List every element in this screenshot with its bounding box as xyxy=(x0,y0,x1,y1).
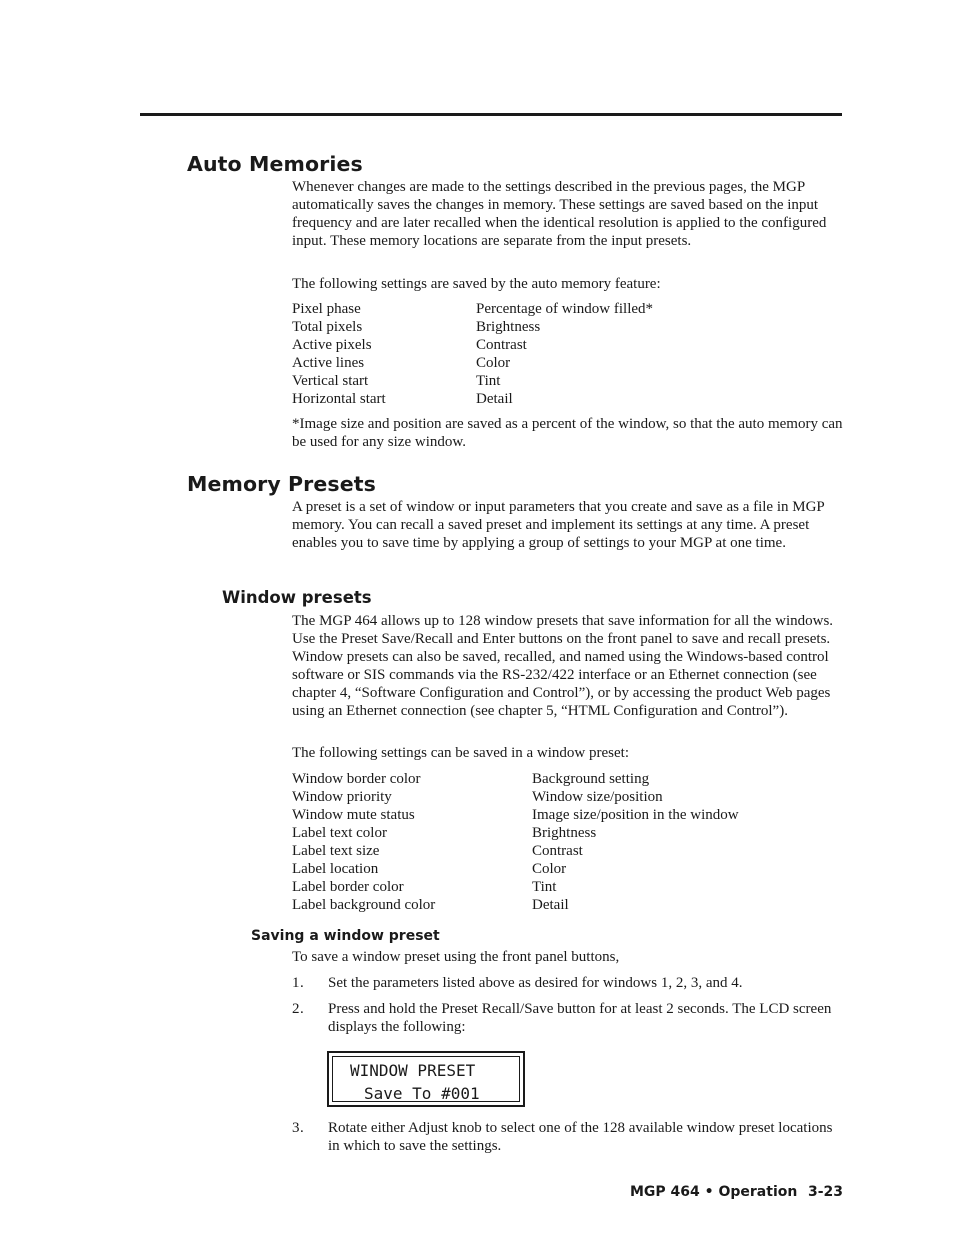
lcd-line-1: WINDOW PRESET xyxy=(350,1061,476,1080)
settings-list-item: Contrast xyxy=(532,843,583,859)
auto-memories-list-intro: The following settings are saved by the auto memory feature: xyxy=(292,276,661,292)
settings-list-item: Percentage of window filled* xyxy=(476,301,654,317)
auto-memories-settings-col2 xyxy=(476,300,653,408)
window-presets-intro: The MGP 464 allows up to 128 window presets that save information for all the windows. Use the Preset Save/Recall and Enter buttons on the front panel to save and recall presets. Window presets can also be saved, recalled, and named using the Windows-based control software or SIS commands via the RS-232/422 interface or an Ethernet connection (see chapter 4, “Software Configuration and Control”), or by accessing the product Web pages using an Ethernet connection (see chapter 5, “HTML Configuration and Control”). xyxy=(292,613,834,719)
settings-list-item: Window mute status xyxy=(292,807,415,823)
settings-list-item: Label text color xyxy=(292,825,387,841)
footer-label: MGP 464 • Operation xyxy=(630,1184,798,1200)
window-presets-settings-col1 xyxy=(292,770,435,914)
step-number: 1 xyxy=(292,975,300,991)
settings-list-item: Window border color xyxy=(292,771,421,787)
settings-list-item: Vertical start xyxy=(292,373,369,389)
auto-memories-intro: Whenever changes are made to the settings described in the previous pages, the MGP automatically saves the changes in memory. These settings are saved based on the input frequency and are later recalled when the identical resolution is applied to the configured input. These memory locations are separate from the input presets. xyxy=(292,179,827,249)
settings-list-item: Window priority xyxy=(292,789,392,805)
settings-list-item: Detail xyxy=(532,897,569,913)
lcd-display xyxy=(327,1051,525,1107)
settings-list-item: Background setting xyxy=(532,771,650,787)
memory-presets-intro: A preset is a set of window or input parameters that you create and save as a file in MGP memory. You can recall a saved preset and implement its settings at any time. A preset enables you to save time by applying a group of settings to your MGP at one time. xyxy=(292,499,825,551)
memory-presets-heading: Memory Presets xyxy=(187,472,376,496)
auto-memories-settings-col1 xyxy=(292,300,386,408)
step-text: Press and hold the Preset Recall/Save button for at least 2 seconds. The LCD screen displays the following: xyxy=(328,1001,832,1035)
settings-list-item: Window size/position xyxy=(532,789,663,805)
settings-list-item: Brightness xyxy=(476,319,541,335)
settings-list-item: Detail xyxy=(476,391,513,407)
settings-list-item: Total pixels xyxy=(292,319,363,335)
settings-list-item: Color xyxy=(532,861,567,877)
settings-list-item: Contrast xyxy=(476,337,527,353)
window-presets-list-intro: The following settings can be saved in a window preset: xyxy=(292,745,630,761)
settings-list-item: Label border color xyxy=(292,879,404,895)
settings-list-item: Label location xyxy=(292,861,379,877)
step-text: Rotate either Adjust knob to select one of the 128 available window preset locations in which to save the settings. xyxy=(328,1120,833,1154)
step-number: 3 xyxy=(292,1120,300,1136)
step-text: Set the parameters listed above as desired for windows 1, 2, 3, and 4. xyxy=(328,975,743,991)
auto-memories-footnote: *Image size and position are saved as a percent of the window, so that the auto memory can be used for any size window. xyxy=(292,416,843,450)
saving-window-preset-intro: To save a window preset using the front panel buttons, xyxy=(292,949,620,965)
header-rule xyxy=(140,113,842,116)
settings-list-item: Horizontal start xyxy=(292,391,386,407)
settings-list-item: Active pixels xyxy=(292,337,372,353)
settings-list-item: Label background color xyxy=(292,897,436,913)
settings-list-item: Active lines xyxy=(292,355,365,371)
settings-list-item: Pixel phase xyxy=(292,301,361,317)
window-presets-settings-col2 xyxy=(532,770,739,914)
step-number: 2 xyxy=(292,1001,300,1017)
lcd-line-2: Save To #001 xyxy=(364,1084,480,1103)
window-presets-heading: Window presets xyxy=(222,588,372,607)
settings-list-item: Brightness xyxy=(532,825,597,841)
page-number: 3-23 xyxy=(808,1184,844,1200)
settings-list-item: Label text size xyxy=(292,843,380,859)
settings-list-item: Tint xyxy=(532,879,557,895)
settings-list-item: Tint xyxy=(476,373,501,389)
settings-list-item: Color xyxy=(476,355,511,371)
auto-memories-heading: Auto Memories xyxy=(187,152,363,176)
saving-window-preset-heading: Saving a window preset xyxy=(251,928,440,944)
settings-list-item: Image size/position in the window xyxy=(532,807,739,823)
